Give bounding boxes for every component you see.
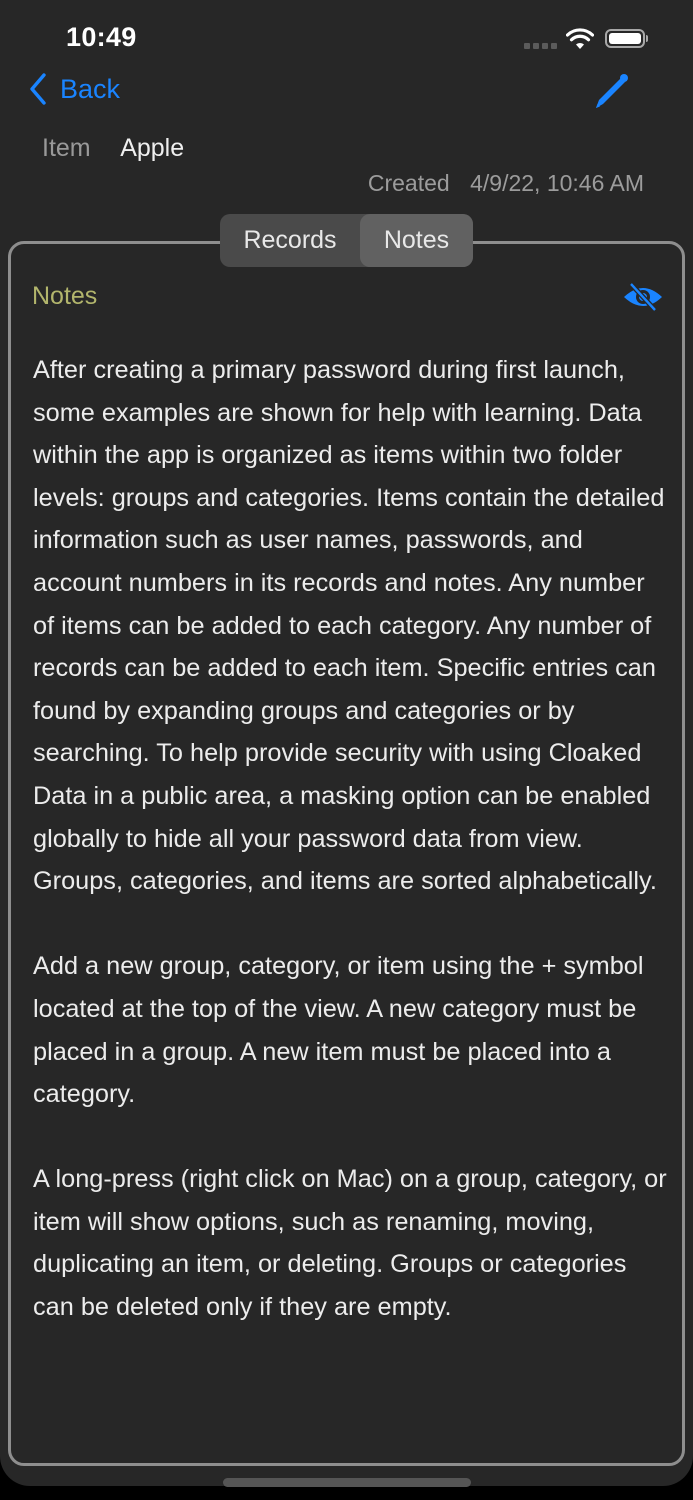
created-label: Created [367, 170, 450, 196]
tab-notes[interactable]: Notes [360, 214, 473, 267]
notes-heading: Notes [32, 282, 98, 310]
cellular-signal-icon [524, 43, 557, 49]
pencil-icon[interactable] [588, 70, 632, 114]
back-label: Back [60, 73, 121, 104]
item-row [42, 134, 184, 163]
navigation-bar [0, 66, 693, 116]
tab-records[interactable]: Records [243, 226, 337, 254]
created-date: 4/9/22, 10:46 AM [470, 170, 644, 196]
eye-slash-icon[interactable] [622, 282, 664, 312]
home-indicator[interactable] [223, 1478, 471, 1487]
battery-cap [646, 35, 648, 42]
notes-paragraph: A long-press (right click on Mac) on a group, category, or item will show options, such as renaming, moving, duplicating an item, or deleting. Groups or categories can be deleted only if they are empty. [33, 1165, 667, 1322]
wifi-icon [566, 28, 594, 50]
item-label: Item [42, 134, 91, 162]
status-time: 10:49 [66, 22, 137, 52]
chevron-left-icon [28, 72, 48, 106]
item-name: Apple [120, 134, 185, 162]
segmented-control [220, 214, 473, 267]
notes-text[interactable] [33, 349, 668, 1329]
notes-paragraph: After creating a primary password during first launch, some examples are shown for help with learning. Data within the app is organized as items within two folder levels: groups and categories. Items contain the detailed information such as user names, passwords, and account numbers in its records and notes. Any number of items can be added to each category. Any number of records can be added to each item. Specific entries can found by expanding groups and categories or by searching. To help provide security with using Cloaked Data in a public area, a masking option can be enabled globally to hide all your password data from view. Groups, categories, and items are sorted alphabetically. [33, 356, 665, 896]
battery-icon [605, 29, 645, 48]
back-button[interactable] [28, 72, 120, 106]
created-row [368, 170, 644, 197]
notes-paragraph: Add a new group, category, or item using the + symbol located at the top of the view. A new category must be placed in a group. A new item must be placed into a category. [33, 952, 644, 1109]
